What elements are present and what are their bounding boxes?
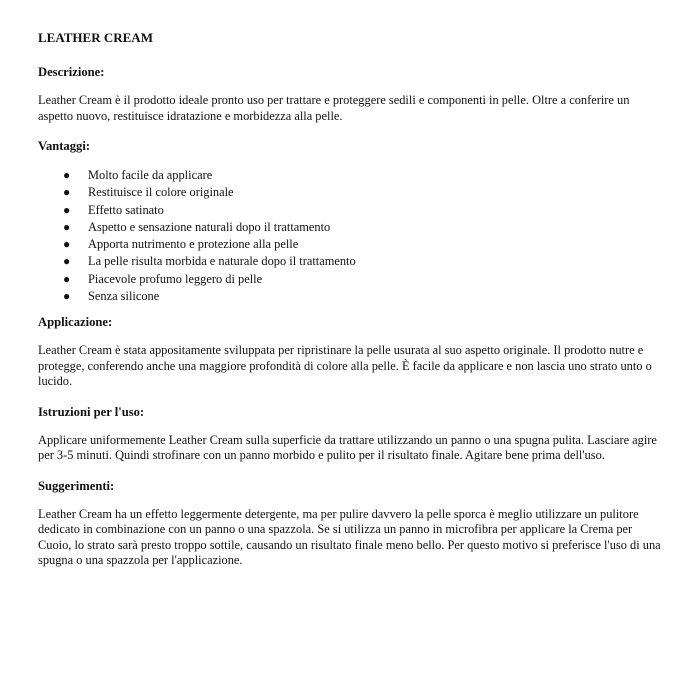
suggerimenti-text: Leather Cream ha un effetto leggermente detergente, ma per pulire davvero la pelle sporca è meglio utilizzare un pulitore dedicato in combinazione con un panno o una spazzola. Se si utilizza un panno in microfibra per applicare la Crema per Cuoio, lo strato sarà presto troppo sottile, causando un risultato finale meno bello. Per questo motivo si preferisce l'uso di una spugna o una spazzola per l'applicazione. — [38, 506, 661, 568]
bullet-icon: ● — [63, 219, 71, 234]
bullet-icon: ● — [63, 271, 71, 286]
suggerimenti-heading: Suggerimenti: — [38, 478, 115, 493]
vantaggi-list-item: ● Senza silicone — [38, 288, 664, 305]
bullet-icon: ● — [63, 237, 71, 252]
vantaggi-list-item: ● Effetto satinato — [38, 202, 664, 219]
bullet-icon: ● — [63, 202, 71, 217]
vantaggi-list-item: ● Aspetto e sensazione naturali dopo il trattamento — [38, 219, 664, 236]
vantaggi-list-item: ● Molto facile da applicare — [38, 167, 664, 184]
bullet-icon: ● — [63, 289, 71, 304]
istruzioni-text: Applicare uniformemente Leather Cream sulla superficie da trattare utilizzando un panno o una spugna pulita. Lasciare agire per 3-5 minuti. Quindi strofinare con un panno morbido e pulito per il risultato finale. Agitare bene prima dell'uso. — [38, 432, 657, 463]
descrizione-heading: Descrizione: — [38, 65, 105, 79]
istruzioni-heading: Istruzioni per l'uso: — [38, 404, 145, 419]
document-title: LEATHER CREAM — [38, 30, 153, 45]
vantaggi-list — [38, 167, 664, 305]
vantaggi-list-item: ● Apporta nutrimento e protezione alla pelle — [38, 236, 664, 253]
vantaggi-list-item: ● Restituisce il colore originale — [38, 184, 664, 201]
bullet-icon: ● — [63, 168, 71, 182]
vantaggi-list-item: ● La pelle risulta morbida e naturale dopo il trattamento — [38, 253, 664, 270]
bullet-icon: ● — [63, 185, 71, 200]
document-page — [38, 30, 664, 583]
bullet-icon: ● — [63, 254, 71, 269]
descrizione-text: Leather Cream è il prodotto ideale pronto uso per trattare e proteggere sedili e componenti in pelle. Oltre a conferire un aspetto nuovo, restituisce idratazione e morbidezza alla pelle. — [38, 93, 630, 123]
vantaggi-list-item: ● Piacevole profumo leggero di pelle — [38, 271, 664, 288]
vantaggi-heading: Vantaggi: — [38, 139, 91, 153]
applicazione-text: Leather Cream è stata appositamente sviluppata per ripristinare la pelle usurata al suo aspetto originale. Il prodotto nutre e protegge, conferendo anche una maggiore profondità di colore alla pelle. È facile da applicare e non lascia uno strato unto o lucido. — [38, 343, 652, 389]
applicazione-heading: Applicazione: — [38, 315, 113, 330]
